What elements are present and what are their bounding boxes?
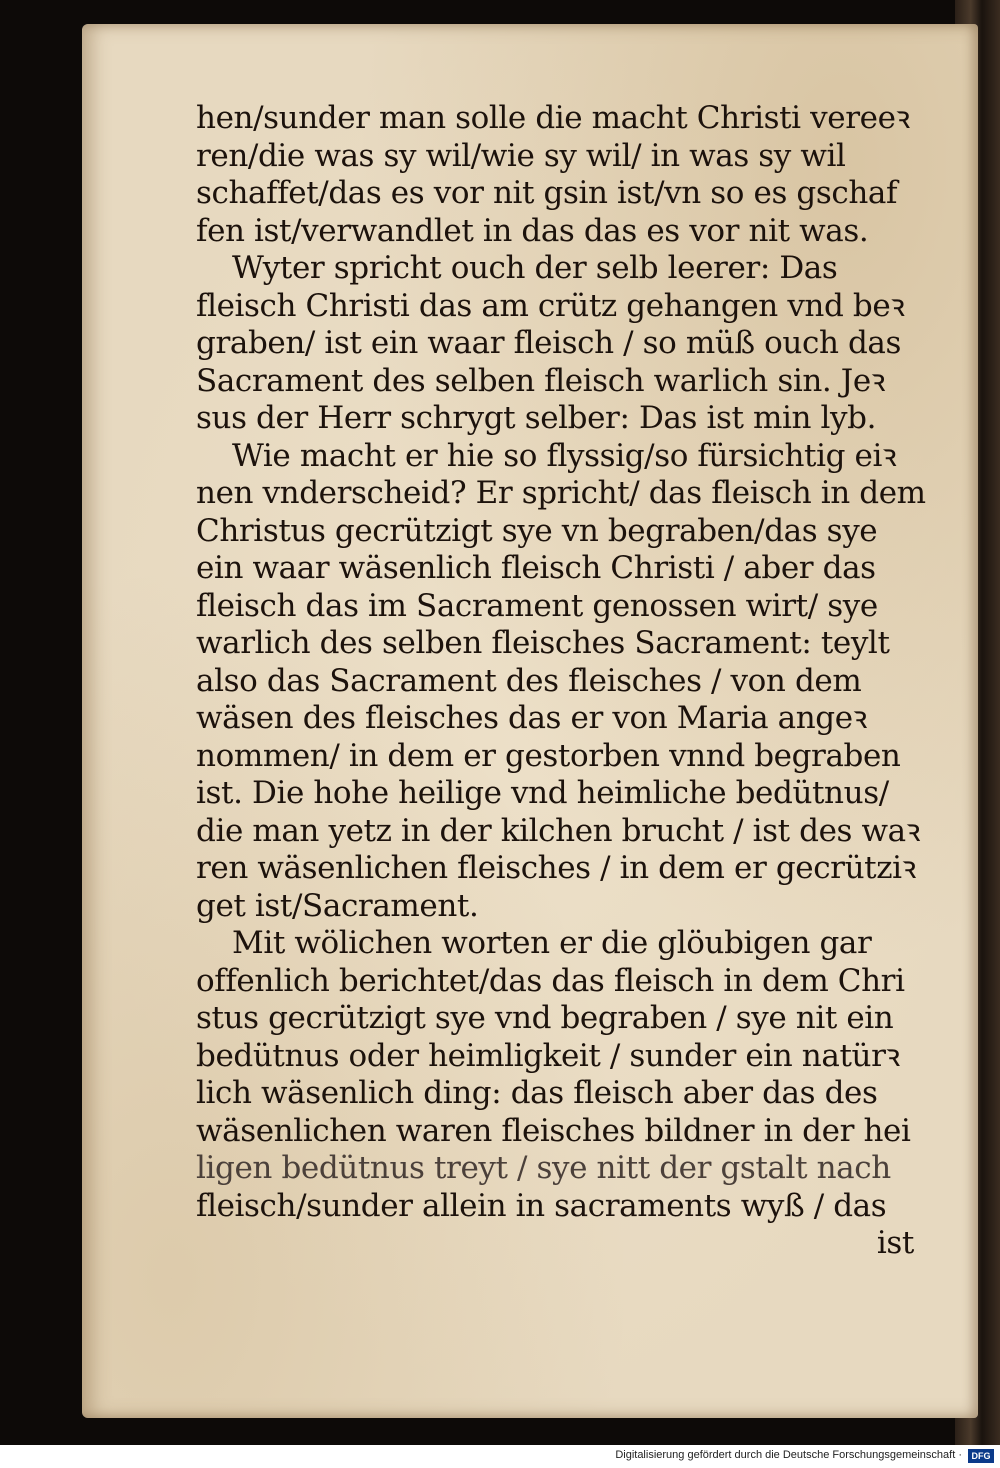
catchword: ist [876,1225,914,1261]
text-line: bedütnus oder heimligkeit / sunder ein natürꝛ [196,1037,900,1074]
text-line: get ist/Sacrament. [196,887,479,924]
text-block [196,100,926,1263]
text-line: Mit wölichen worten er die glöubigen gar [232,925,872,961]
text-line: ein waar wäsenlich fleisch Christi / aber das [196,550,876,586]
text-line: wäsen des fleisches das er von Maria angeꝛ [196,700,867,736]
text-line: fleisch das im Sacrament genossen wirt/ sye [196,587,878,624]
text-line: fleisch/sunder allein in sacraments wyß / das [196,1187,887,1224]
text-line: offenlich berichtet/das das fleisch in dem Chri [196,962,905,999]
text-line: wäsenlichen waren fleisches bildner in der hei [196,1112,911,1149]
text-line: ren wäsenlichen fleisches / in dem er gecrütziꝛ [196,850,916,886]
text-line: Wyter spricht ouch der selb leerer: Das [232,250,838,286]
text-line: warlich des selben fleisches Sacrament: teylt [196,625,890,661]
text-line: hen/sunder man solle die macht Christi vereeꝛ [196,100,910,136]
text-line: sus der Herr schrygt selber: Das ist min lyb. [196,400,877,436]
text-line: also das Sacrament des fleisches / von dem [196,662,862,699]
footer-credit: Digitalisierung gefördert durch die Deutsche Forschungsgemeinschaft · [615,1449,962,1461]
text-line: Wie macht er hie so flyssig/so fürsichtig eiꝛ [232,437,897,474]
text-line: ist. Die hohe heilige vnd heimliche bedütnus/ [196,775,889,811]
dfg-logo: DFG [968,1449,994,1463]
text-line: fen ist/verwandlet in das das es vor nit was. [196,212,869,249]
text-line: fleisch Christi das am crütz gehangen vnd beꝛ [196,287,905,324]
text-line: schaffet/das es vor nit gsin ist/vn so es gschaf [196,175,898,211]
footer-bar [0,1445,1000,1468]
text-line: ligen bedütnus treyt / sye nitt der gstalt nach [196,1150,891,1186]
text-line: nommen/ in dem er gestorben vnnd begraben [196,737,901,774]
text-line: lich wäsenlich ding: das fleisch aber das des [196,1075,878,1111]
text-line: graben/ ist ein waar fleisch / so müß ouch das [196,325,902,361]
text-line: stus gecrützigt sye vnd begraben / sye nit ein [196,1000,894,1036]
text-line: nen vnderscheid? Er spricht/ das fleisch in dem [196,475,926,511]
text-line: Sacrament des selben fleisch warlich sin. Jeꝛ [196,362,886,399]
text-line: ren/die was sy wil/wie sy wil/ in was sy wil [196,137,846,174]
text-line: die man yetz in der kilchen brucht / ist des waꝛ [196,812,921,849]
text-line: Christus gecrützigt sye vn begraben/das sye [196,512,878,549]
